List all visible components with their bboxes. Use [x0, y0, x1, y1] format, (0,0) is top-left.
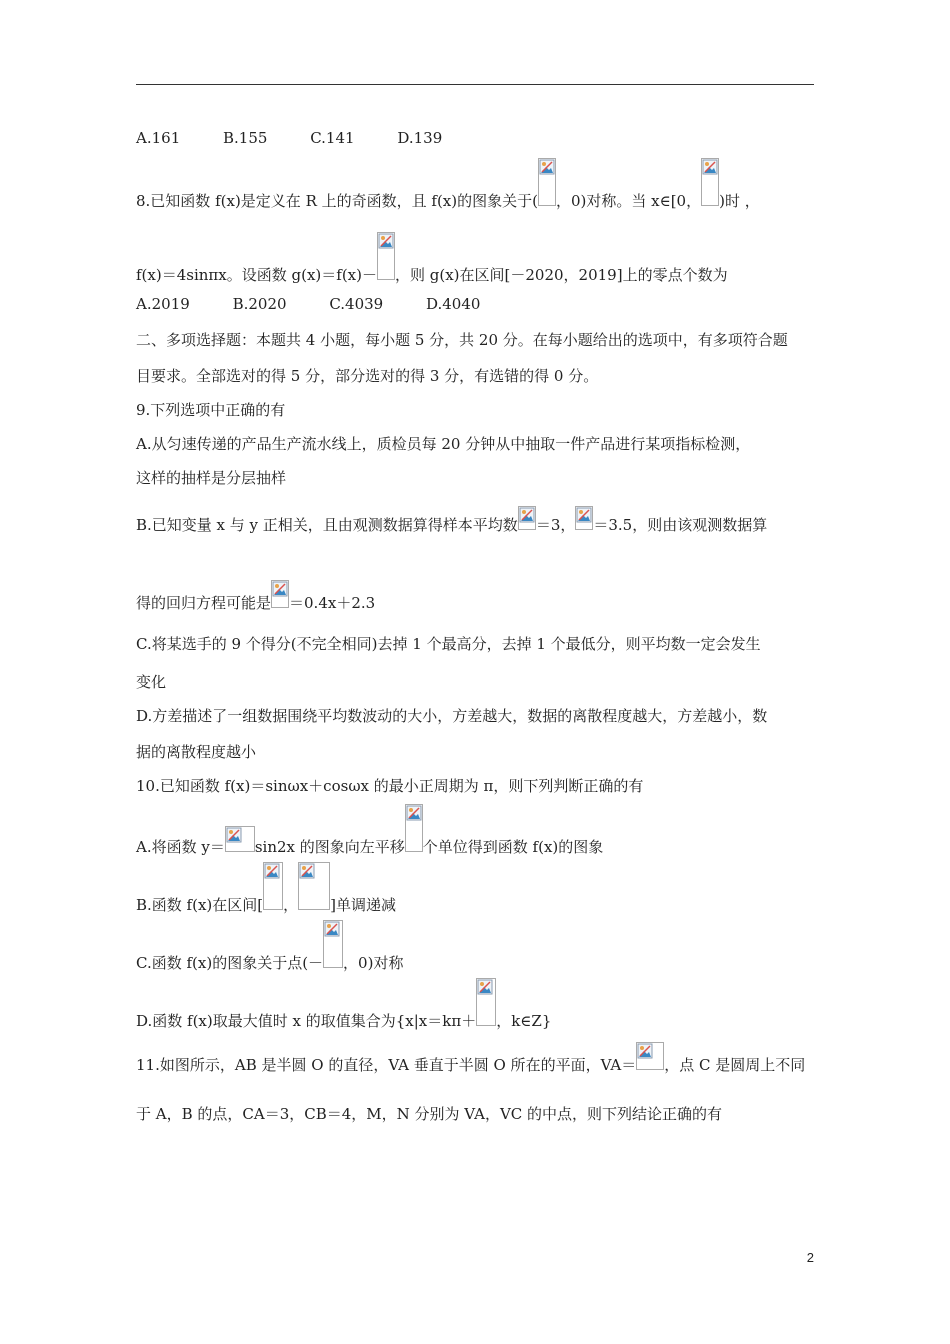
- q9-option-a-line1: A.从匀速传递的产品生产流水线上，质检员每 20 分钟从中抽取一件产品进行某项指标检测，: [136, 435, 751, 453]
- broken-image-icon: [701, 158, 719, 206]
- glyph-sun: [480, 982, 484, 986]
- broken-image-icon: [298, 862, 330, 910]
- glyph-sun: [579, 510, 583, 514]
- glyph-sun: [542, 162, 546, 166]
- broken-image-glyph: [637, 1043, 653, 1059]
- q9-option-c-line1: C.将某选手的 9 个得分(不完全相同)去掉 1 个最高分，去掉 1 个最低分，则平均数一定会发生: [136, 635, 761, 653]
- broken-image-glyph: [519, 507, 535, 523]
- broken-image-glyph: [272, 581, 288, 597]
- broken-image-icon: [271, 580, 289, 608]
- broken-image-glyph: [299, 863, 315, 879]
- broken-image-icon: [476, 978, 496, 1026]
- broken-image-glyph: [406, 805, 422, 821]
- glyph-sun: [381, 236, 385, 240]
- choice-c: C.4039: [329, 295, 384, 313]
- section-instructions: 目要求。全部选对的得 5 分，部分选对的得 3 分，有选错的得 0 分。: [136, 367, 599, 385]
- broken-image-icon: [575, 506, 593, 530]
- page-number: 2: [806, 1250, 814, 1265]
- choice-d: D.139: [397, 129, 443, 147]
- glyph-sun: [327, 924, 331, 928]
- q9-option-b-line2: 得的回归方程可能是 ＝0.4x＋2.3: [136, 580, 375, 613]
- q10-option-b: B.函数 f(x)在区间[ ， ]单调递减: [136, 878, 396, 915]
- choice-c: C.141: [310, 129, 355, 147]
- glyph-sun: [640, 1046, 644, 1050]
- broken-image-glyph: [226, 827, 242, 843]
- broken-image-icon: [323, 920, 343, 968]
- q11-line-2: 于 A，B 的点，CA＝3，CB＝4，M，N 分别为 VA，VC 的中点，则下列结论正确的有: [136, 1105, 723, 1123]
- choice-b: B.2020: [232, 295, 287, 313]
- choice-d: D.4040: [425, 295, 481, 313]
- q7-choices: [136, 128, 480, 148]
- glyph-sun: [522, 510, 526, 514]
- q9-option-a-line2: 这样的抽样是分层抽样: [136, 469, 287, 487]
- q10-stem: 10.已知函数 f(x)＝sinωx＋cosωx 的最小正周期为 π，则下列判断正确的有: [136, 777, 644, 795]
- broken-image-glyph: [576, 507, 592, 523]
- broken-image-glyph: [477, 979, 493, 995]
- broken-image-icon: [377, 232, 395, 280]
- broken-image-glyph: [702, 159, 718, 175]
- choice-a: A.2019: [136, 295, 190, 313]
- q8-line-2: f(x)＝4sinπx。设函数 g(x)＝f(x)－ ，则 g(x)在区间[－2020，2019]上的零点个数为: [136, 248, 728, 285]
- q10-option-a: A.将函数 y＝ sin2x 的图象向左平移 个单位得到函数 f(x)的图象: [136, 820, 603, 857]
- q9-stem: 9.下列选项中正确的有: [136, 401, 286, 419]
- broken-image-glyph: [324, 921, 340, 937]
- q9-option-b-line1: B.已知变量 x 与 y 正相关，且由观测数据算得样本平均数 ＝3， ＝3.5，则由该观测数据算: [136, 506, 767, 535]
- broken-image-glyph: [264, 863, 280, 879]
- glyph-sun: [409, 808, 413, 812]
- broken-image-glyph: [539, 159, 555, 175]
- glyph-sun: [302, 866, 306, 870]
- choice-b: B.155: [223, 129, 268, 147]
- q9-option-c-line2: 变化: [136, 673, 167, 691]
- q8-line-1: 8.已知函数 f(x)是定义在 R 上的奇函数，且 f(x)的图象关于( ，0)对称。当 x∈[0， )时 ，: [136, 174, 760, 211]
- header-rule: [136, 84, 814, 85]
- glyph-sun: [267, 866, 271, 870]
- section-heading: 二、多项选择题：本题共 4 小题，每小题 5 分，共 20 分。在每小题给出的选项中，有多项符合题: [136, 331, 788, 349]
- q10-option-d: D.函数 f(x)取最大值时 x 的取值集合为{x|x＝kπ＋ ，k∈Z}: [136, 994, 551, 1031]
- glyph-sun: [705, 162, 709, 166]
- q8-choices: [136, 294, 518, 314]
- broken-image-glyph: [378, 233, 394, 249]
- choice-a: A.161: [136, 129, 181, 147]
- broken-image-icon: [518, 506, 536, 530]
- broken-image-icon: [225, 826, 255, 852]
- broken-image-icon: [636, 1042, 664, 1070]
- q9-option-d-line2: 据的离散程度越小: [136, 743, 257, 761]
- broken-image-icon: [263, 862, 283, 910]
- glyph-sun: [229, 830, 233, 834]
- broken-image-icon: [405, 804, 423, 852]
- q10-option-c: C.函数 f(x)的图象关于点(－ ，0)对称: [136, 936, 403, 973]
- broken-image-icon: [538, 158, 556, 206]
- q11-line-1: 11.如图所示，AB 是半圆 O 的直径，VA 垂直于半圆 O 所在的平面，VA＝ ，点 C 是圆周上不同: [136, 1046, 805, 1075]
- q9-option-d-line1: D.方差描述了一组数据围绕平均数波动的大小，方差越大，数据的离散程度越大，方差越小，数: [136, 707, 768, 725]
- glyph-sun: [275, 584, 279, 588]
